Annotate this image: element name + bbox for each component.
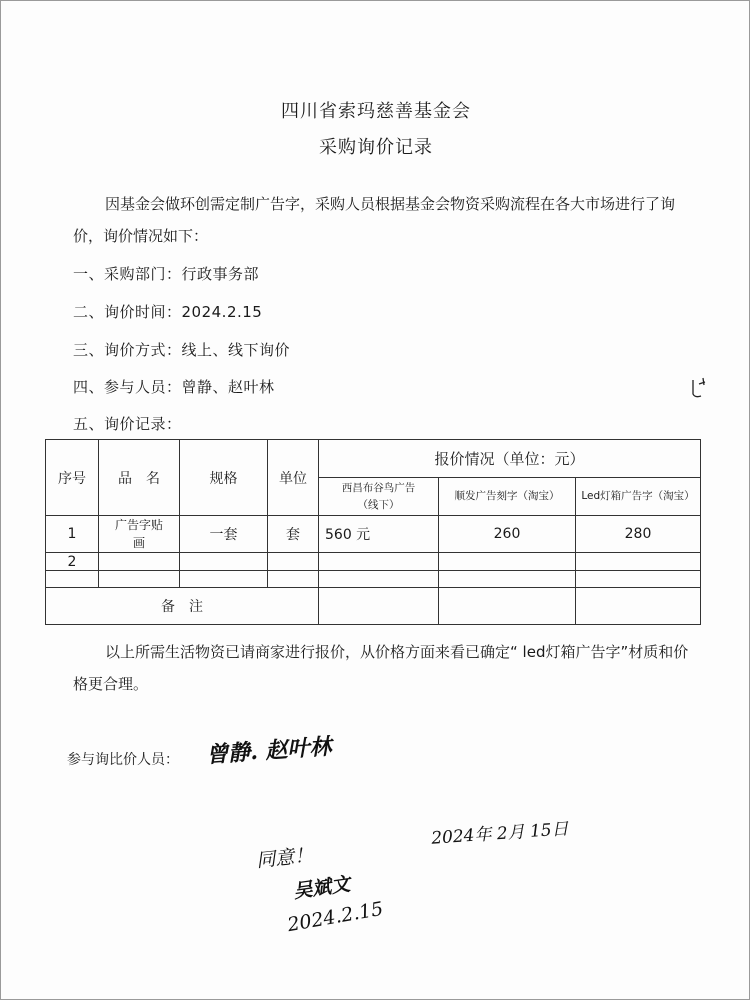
- header-unit: 单位: [268, 440, 319, 516]
- row-seq: 1: [46, 516, 99, 553]
- approver-signature: 吴斌文: [291, 873, 352, 903]
- row-price-1: 560 元: [319, 516, 439, 553]
- header-quote: 报价情况（单位：元）: [319, 440, 701, 478]
- inquiry-method: 三、询价方式：线上、线下询价: [73, 341, 291, 359]
- conclusion-paragraph: 以上所需生活物资已请商家进行报价，从价格方面来看已确定“ led灯箱广告字”材质和价格更合理。: [73, 643, 689, 693]
- org-title: 四川省索玛慈善基金会: [281, 101, 471, 122]
- table-row: [46, 516, 701, 553]
- table-row: [46, 571, 701, 588]
- participants: 四、参与人员：曾静、赵叶林: [73, 378, 275, 396]
- remark-label: 备 注: [46, 588, 319, 625]
- row-price-3: 280: [576, 516, 701, 553]
- handwritten-date: 2024年 2月 15日: [430, 819, 570, 849]
- inquiry-time: 二、询价时间：2024.2.15: [73, 303, 263, 321]
- document-title: 采购询价记录: [319, 137, 433, 158]
- row-price-3: [576, 553, 701, 571]
- signature-label: 参与询比价人员：: [67, 752, 179, 768]
- intro-paragraph: 因基金会做环创需定制广告字，采购人员根据基金会物资采购流程在各大市场进行了询价，询价情况如下：: [73, 195, 676, 245]
- approval-date: 2024.2.15: [285, 897, 385, 937]
- inquiry-records-heading: 五、询价记录：: [73, 415, 182, 433]
- row-spec: [180, 553, 268, 571]
- handwritten-signers: 曾静. 赵叶林: [205, 733, 333, 769]
- vendor-2: 顺发广告刻字（淘宝）: [439, 478, 576, 516]
- header-spec: 规格: [180, 440, 268, 516]
- row-unit: [268, 553, 319, 571]
- row-name: [99, 553, 180, 571]
- row-seq: 2: [46, 553, 99, 571]
- row-price-2: 260: [439, 516, 576, 553]
- vendor-3: Led灯箱广告字（淘宝）: [576, 478, 701, 516]
- pen-mark: [689, 376, 713, 402]
- vendor-1: 西昌布谷鸟广告（线下）: [319, 478, 439, 516]
- header-name: 品 名: [99, 440, 180, 516]
- handwritten-approval: 同意！: [255, 844, 315, 872]
- row-price-2: [439, 553, 576, 571]
- inquiry-table: [45, 439, 701, 625]
- row-price-1: [319, 553, 439, 571]
- purchase-dept: 一、采购部门：行政事务部: [73, 265, 260, 283]
- table-row: [46, 553, 701, 571]
- row-name: 广告字贴画: [99, 516, 180, 553]
- table-row: [46, 588, 701, 625]
- row-unit: 套: [268, 516, 319, 553]
- row-spec: 一套: [180, 516, 268, 553]
- header-seq: 序号: [46, 440, 99, 516]
